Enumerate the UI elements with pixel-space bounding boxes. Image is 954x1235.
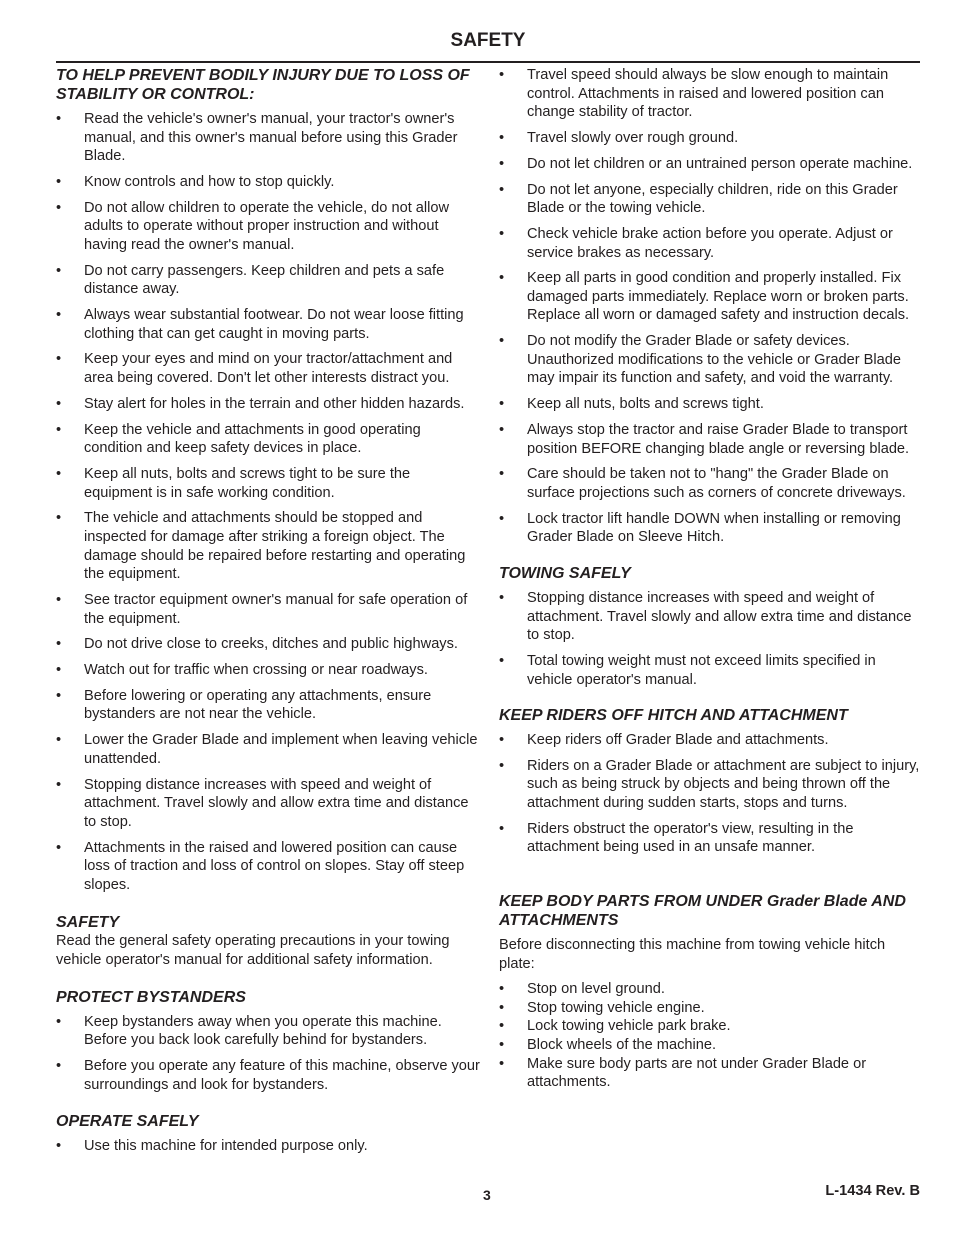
bullet-icon: • — [56, 173, 62, 190]
bullet-icon: • — [499, 333, 505, 350]
list-item — [56, 635, 482, 654]
section-heading-protect-bystanders: PROTECT BYSTANDERS — [56, 988, 246, 1006]
list-item — [499, 731, 921, 750]
bullet-icon: • — [56, 636, 62, 653]
list-item — [56, 591, 482, 628]
list-item-text: Before you operate any feature of this machine, observe your surroundings and look for bystanders. — [84, 1057, 480, 1093]
bullet-icon: • — [499, 155, 505, 172]
list-item-text: Do not let anyone, especially children, ride on this Grader Blade or the towing vehicle. — [527, 181, 898, 217]
towing-list — [499, 589, 921, 689]
list-item-text: Keep the vehicle and attachments in good operating condition and keep safety devices in place. — [84, 421, 421, 457]
list-item — [56, 1013, 482, 1050]
list-item — [56, 731, 482, 768]
list-item-text: Make sure body parts are not under Grader Blade or attachments. — [527, 1055, 867, 1091]
list-item — [499, 757, 921, 813]
bullet-icon: • — [499, 1037, 505, 1053]
list-item — [56, 839, 482, 895]
list-item-text: See tractor equipment owner's manual for safe operation of the equipment. — [84, 591, 468, 627]
left-column — [56, 66, 482, 1156]
bullet-icon: • — [499, 129, 505, 146]
list-item — [499, 1036, 921, 1055]
bullet-icon: • — [499, 999, 505, 1016]
bullet-icon: • — [499, 981, 505, 998]
list-item-text: Keep all nuts, bolts and screws tight. — [527, 396, 764, 413]
operate-safely-list — [56, 1137, 482, 1156]
list-item — [499, 980, 921, 999]
list-item-text: Stopping distance increases with speed and weight of attachment. Travel slowly and allow extra time and distance to stop. — [527, 589, 912, 644]
bullet-icon: • — [499, 757, 505, 774]
list-item-text: Lock tractor lift handle DOWN when installing or removing Grader Blade on Sleeve Hitch. — [527, 510, 901, 546]
bullet-icon: • — [499, 1018, 505, 1035]
list-item — [56, 262, 482, 299]
bullet-icon: • — [56, 732, 62, 749]
list-item-text: Do not allow children to operate the vehicle, do not allow adults to operate without proper instruction and without having read the owner's manual. — [84, 199, 450, 253]
list-item — [499, 465, 921, 502]
list-item — [56, 687, 482, 724]
bullet-icon: • — [499, 652, 505, 669]
list-item — [56, 465, 482, 502]
bullet-icon: • — [499, 1055, 505, 1072]
list-item — [56, 1057, 482, 1094]
list-item-text: Do not carry passengers. Keep children and pets a safe distance away. — [84, 262, 445, 298]
bullet-icon: • — [499, 820, 505, 837]
bullet-icon: • — [499, 589, 505, 606]
bullet-icon: • — [56, 1013, 62, 1030]
list-item-text: Riders obstruct the operator's view, resulting in the attachment being used in an unsafe manner. — [527, 820, 854, 856]
list-item-text: Lower the Grader Blade and implement when leaving vehicle unattended. — [84, 732, 478, 767]
section-heading-safety: SAFETY — [56, 914, 120, 932]
list-item — [499, 510, 921, 547]
list-item-text: The vehicle and attachments should be stopped and inspected for damage after striking a foreign object. The damage should be repaired before restarting and operating the equipment. — [84, 510, 466, 583]
list-item-text: Stay alert for holes in the terrain and other hidden hazards. — [84, 395, 465, 412]
bullet-icon: • — [499, 225, 505, 242]
list-item-text: Know controls and how to stop quickly. — [84, 173, 335, 190]
safety-paragraph: Read the general safety operating precautions in your towing vehicle operator's manual for additional safety information. — [56, 933, 450, 968]
list-item-text: Riders on a Grader Blade or attachment are subject to injury, such as being struck by objects and being thrown off the attachment during sudden starts, stops and turns. — [527, 757, 920, 812]
bullet-icon: • — [56, 662, 62, 679]
bullet-icon: • — [499, 396, 505, 413]
bullet-icon: • — [56, 466, 62, 482]
list-item — [56, 395, 482, 414]
list-item — [499, 652, 921, 689]
list-item — [56, 509, 482, 583]
bullet-icon: • — [56, 839, 62, 856]
bullet-icon: • — [499, 466, 505, 483]
list-item-text: Watch out for traffic when crossing or near roadways. — [84, 662, 428, 679]
list-item — [499, 181, 921, 218]
header-rule — [56, 61, 920, 63]
bullet-icon: • — [56, 307, 62, 324]
bullet-icon: • — [56, 591, 62, 608]
section-heading-stability: TO HELP PREVENT BODILY INJURY DUE TO LOSS OF STABILITY OR CONTROL: — [56, 67, 470, 103]
bullet-icon: • — [56, 776, 62, 793]
list-item-text: Keep your eyes and mind on your tractor/attachment and area being covered. Don't let other interests distract you. — [84, 351, 453, 387]
list-item — [499, 421, 921, 458]
section-heading-towing-safely: TOWING SAFELY — [499, 564, 631, 582]
bullet-icon: • — [56, 1057, 62, 1074]
body-parts-paragraph: Before disconnecting this machine from towing vehicle hitch plate: — [499, 937, 886, 972]
list-item-text: Lock towing vehicle park brake. — [527, 1018, 731, 1035]
bullet-icon: • — [56, 111, 62, 127]
document-id: L-1434 Rev. B — [825, 1183, 920, 1199]
list-item-text: Keep bystanders away when you operate this machine. Before you back look carefully behind for bystanders. — [84, 1013, 442, 1049]
general-safety-list — [499, 66, 921, 547]
riders-list — [499, 731, 921, 857]
list-item-text: Check vehicle brake action before you operate. Adjust or service brakes as necessary. — [527, 225, 893, 261]
list-item — [56, 306, 482, 343]
list-item — [56, 421, 482, 458]
list-item — [499, 999, 921, 1018]
list-item — [56, 199, 482, 255]
list-item — [499, 1055, 921, 1092]
list-item-text: Before lowering or operating any attachments, ensure bystanders are not near the vehicle. — [84, 687, 432, 723]
list-item-text: Do not modify the Grader Blade or safety devices. Unauthorized modifications to the vehicle or Grader Blade may impair its function and safety, and void the warranty. — [527, 333, 901, 387]
bullet-icon: • — [499, 181, 505, 198]
list-item — [499, 269, 921, 325]
section-heading-body-parts: KEEP BODY PARTS FROM UNDER Grader Blade AND ATTACHMENTS — [499, 893, 906, 930]
list-item — [56, 173, 482, 192]
list-item — [499, 66, 921, 122]
list-item — [56, 110, 482, 166]
bullet-icon: • — [56, 687, 62, 704]
section-heading-operate-safely: OPERATE SAFELY — [56, 1113, 199, 1131]
bullet-icon: • — [56, 1138, 62, 1155]
list-item-text: Stop on level ground. — [527, 981, 665, 998]
bullet-icon: • — [56, 262, 62, 279]
list-item — [56, 350, 482, 387]
bullet-icon: • — [56, 395, 62, 412]
bullet-icon: • — [499, 422, 505, 438]
list-item-text: Block wheels of the machine. — [527, 1037, 717, 1053]
list-item-text: Keep riders off Grader Blade and attachments. — [527, 732, 829, 749]
list-item-text: Stopping distance increases with speed and weight of attachment. Travel slowly and allow extra time and distance to stop. — [84, 776, 469, 830]
list-item — [499, 820, 921, 857]
list-item-text: Use this machine for intended purpose only. — [84, 1138, 368, 1155]
list-item — [56, 776, 482, 832]
bullet-icon: • — [499, 67, 505, 83]
list-item-text: Read the vehicle's owner's manual, your tractor's owner's manual, and this owner's manual before using this Grader Blade. — [84, 111, 458, 165]
list-item — [499, 225, 921, 262]
list-item-text: Travel slowly over rough ground. — [527, 129, 739, 146]
list-item-text: Attachments in the raised and lowered position can cause loss of traction and loss of control on slopes. Stay off steep slopes. — [84, 839, 465, 893]
bullet-icon: • — [56, 421, 62, 438]
list-item — [499, 1017, 921, 1036]
bullet-icon: • — [56, 199, 62, 216]
stability-list — [56, 110, 482, 894]
list-item-text: Always stop the tractor and raise Grader Blade to transport position BEFORE changing blade angle or reversing blade. — [527, 422, 910, 457]
list-item-text: Do not let children or an untrained person operate machine. — [527, 155, 913, 172]
list-item — [499, 129, 921, 148]
body-parts-list — [499, 980, 921, 1092]
bystanders-list — [56, 1013, 482, 1095]
list-item — [56, 1137, 482, 1156]
bullet-icon: • — [499, 732, 505, 749]
list-item-text: Keep all parts in good condition and properly installed. Fix damaged parts immediately. Replace worn or broken parts. Replace all worn or damaged safety and instruction decals. — [527, 270, 910, 324]
page-number: 3 — [483, 1187, 491, 1203]
page-title: SAFETY — [450, 30, 526, 51]
list-item — [499, 332, 921, 388]
bullet-icon: • — [56, 510, 62, 527]
right-column — [499, 66, 921, 1092]
bullet-icon: • — [499, 270, 505, 287]
list-item-text: Care should be taken not to "hang" the Grader Blade on surface projections such as corners of concrete driveways. — [527, 466, 906, 501]
list-item-text: Travel speed should always be slow enough to maintain control. Attachments in raised and lowered position can change stability of tractor. — [527, 67, 889, 121]
list-item — [499, 155, 921, 174]
bullet-icon: • — [499, 510, 505, 527]
list-item — [499, 395, 921, 414]
bullet-icon: • — [56, 351, 62, 368]
list-item-text: Keep all nuts, bolts and screws tight to be sure the equipment is in safe working condition. — [84, 466, 411, 501]
list-item-text: Always wear substantial footwear. Do not wear loose fitting clothing that can get caught in moving parts. — [84, 307, 464, 342]
list-item-text: Do not drive close to creeks, ditches and public highways. — [84, 636, 458, 653]
list-item-text: Total towing weight must not exceed limits specified in vehicle operator's manual. — [527, 652, 876, 688]
list-item — [499, 589, 921, 645]
section-heading-riders: KEEP RIDERS OFF HITCH AND ATTACHMENT — [499, 707, 848, 725]
list-item — [56, 661, 482, 680]
list-item-text: Stop towing vehicle engine. — [527, 999, 705, 1016]
